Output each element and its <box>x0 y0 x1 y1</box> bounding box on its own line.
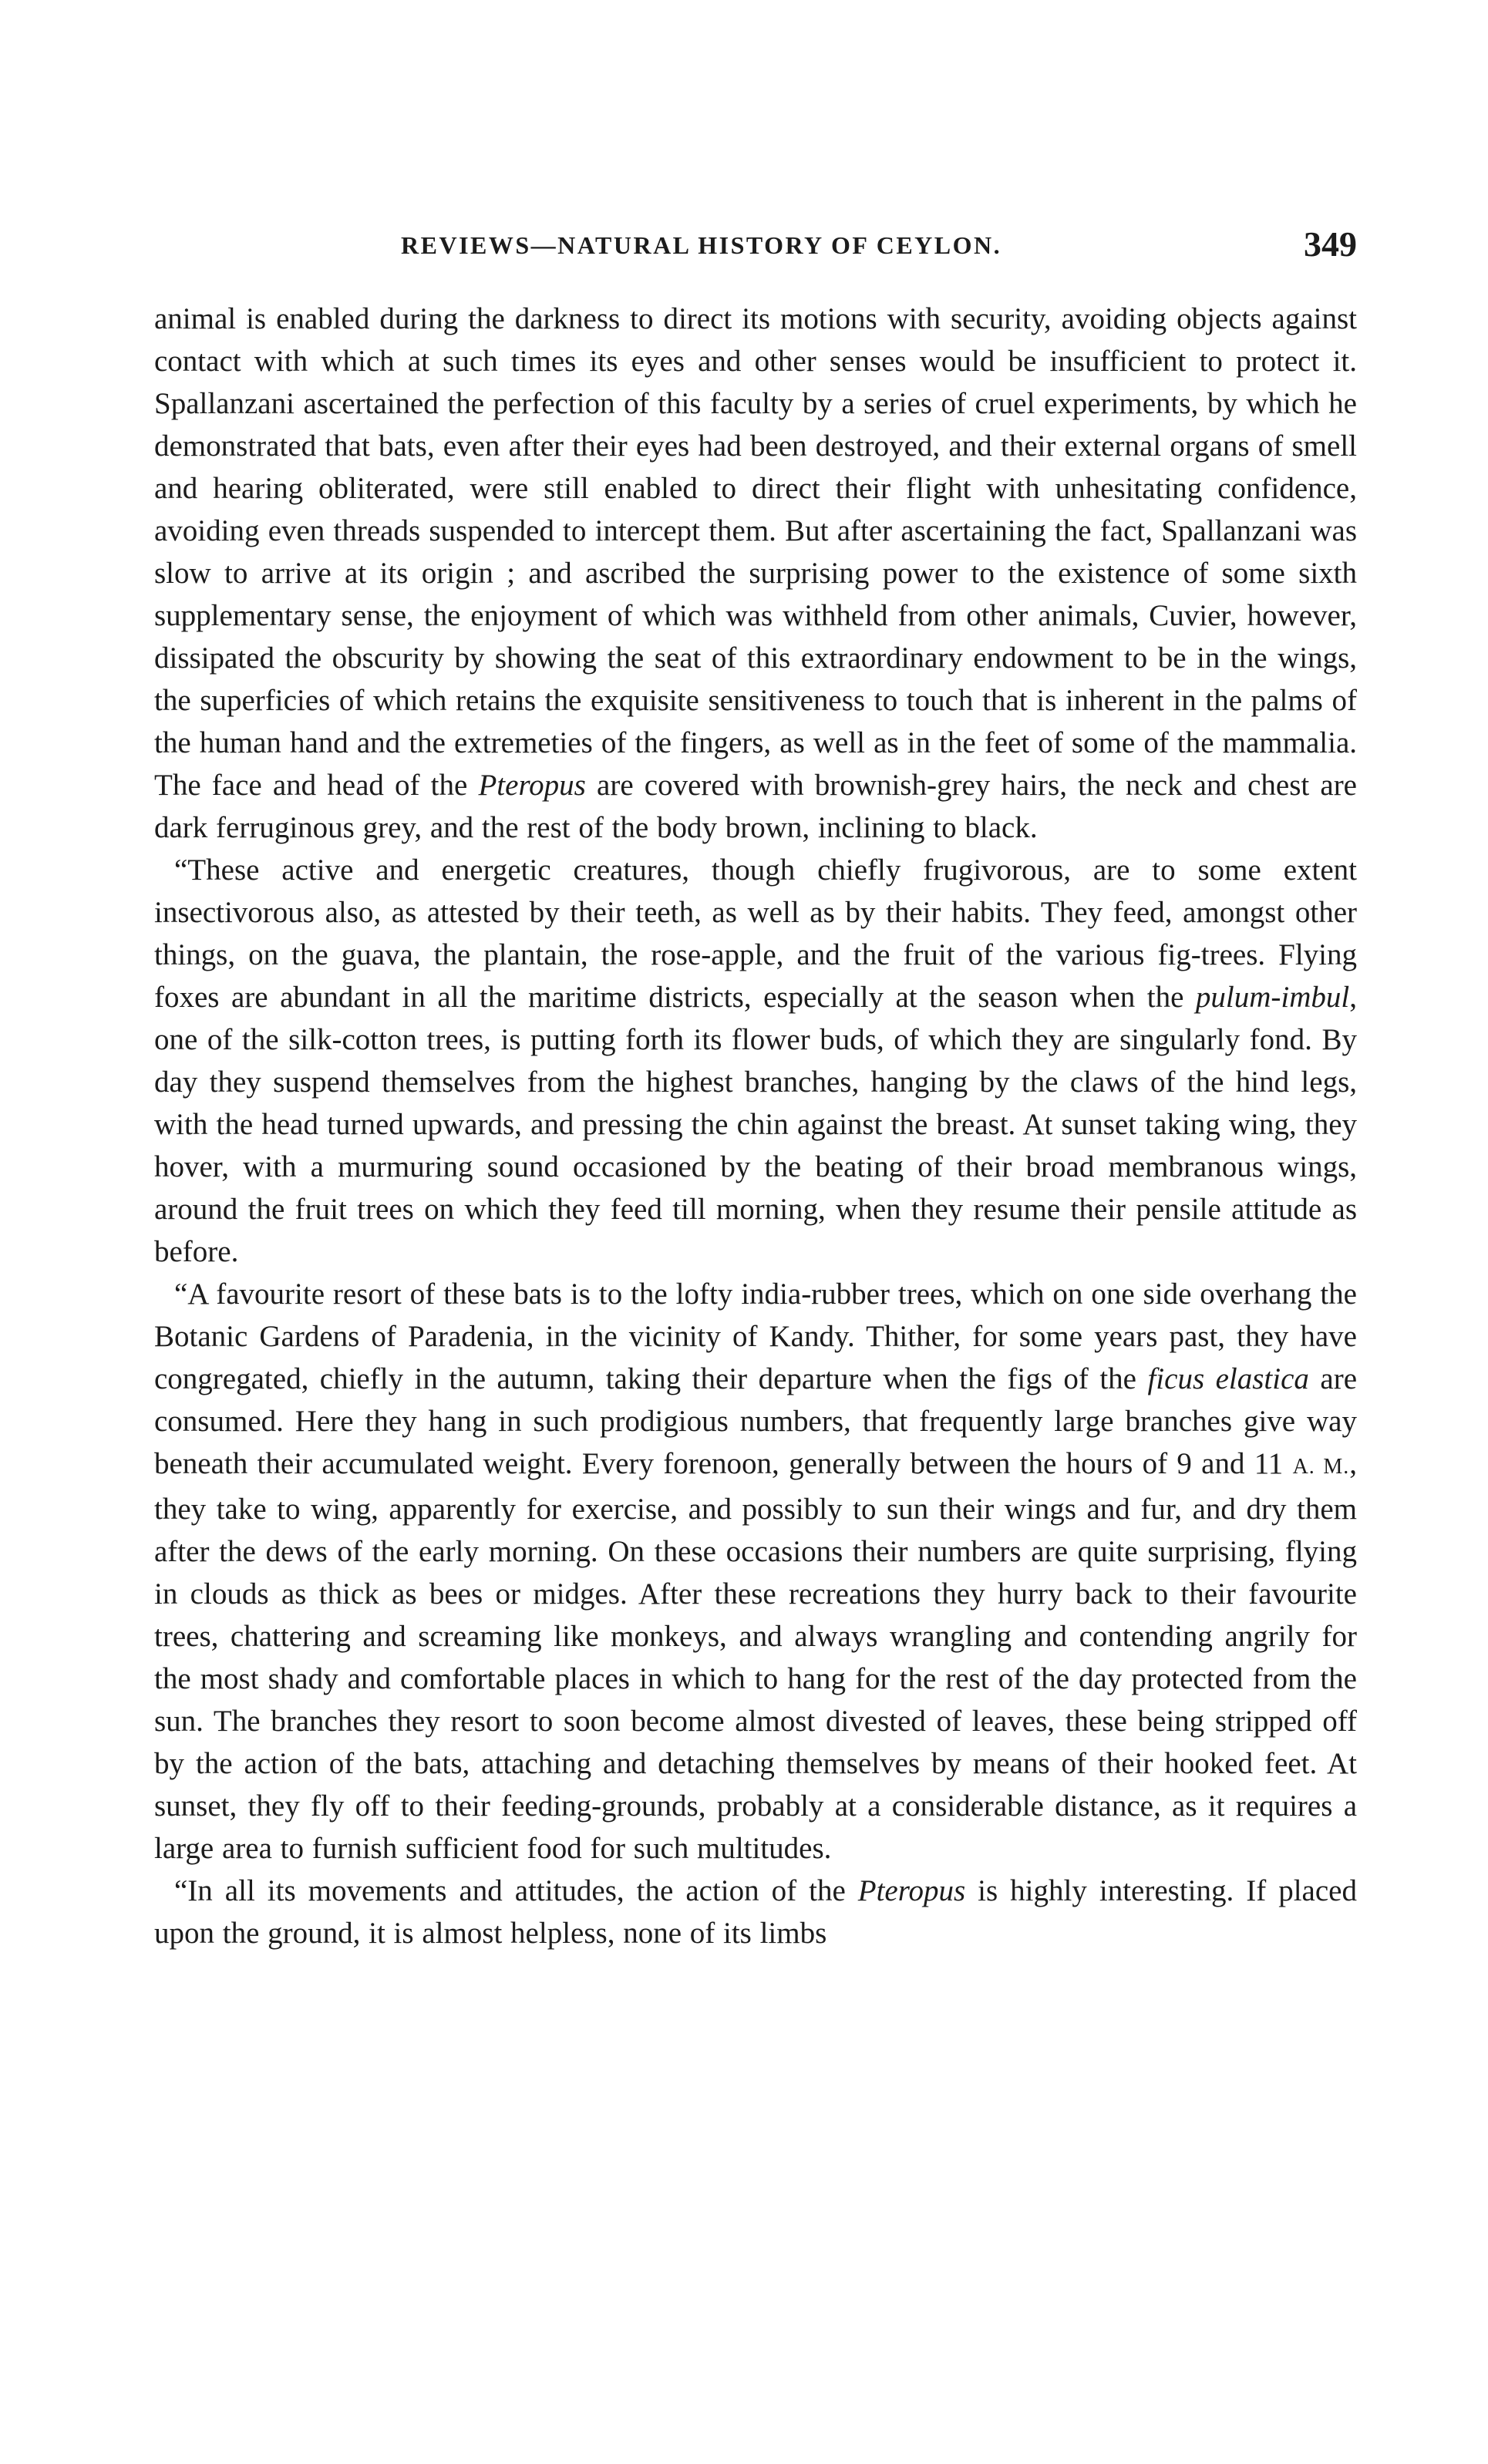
italic-term: ficus elastica <box>1147 1362 1309 1395</box>
italic-term: pulum-imbul <box>1195 981 1350 1014</box>
text-run: “In all its movements and attitudes, the action of the <box>174 1874 858 1907</box>
text-run: are consumed. Here they hang in such prodigious numbers, that frequently large branches give way beneath their accumulated weight. Every forenoon, generally between the hours of 9 and 11 <box>154 1362 1358 1480</box>
paragraph <box>154 849 1357 1273</box>
text-run: , one of the silk-cotton trees, is putting forth its flower buds, of which they are singularly fond. By day they suspend themselves from the highest branches, hanging by the claws of the hind legs, with the head turned upwards, and pressing the chin against the breast. At sunset taking wing, they hover, with a murmuring sound occasioned by the beating of their broad membranous wings, around the fruit trees on which they feed till morning, when they resume their pensile attitude as before. <box>154 981 1357 1268</box>
paragraph <box>154 1273 1357 1870</box>
book-page <box>154 224 1357 2444</box>
text-run: , they take to wing, apparently for exercise, and possibly to sun their wings and fur, and dry them after the dews of the early morning. On these occasions their numbers are quite surprising, flying in clouds as thick as bees or midges. After these recreations they hurry back to their favourite trees, chattering and screaming like monkeys, and always wrangling and contending angrily for the most shady and comfortable places in which to hang for the rest of the day protected from the sun. The branches they resort to soon become almost divested of leaves, these being stripped off by the action of the bats, attaching and detaching themselves by means of their hooked feet. At sunset, they fly off to their feeding-grounds, probably at a considerable distance, as it requires a large area to furnish sufficient food for such multitudes. <box>154 1447 1357 1865</box>
text-run: animal is enabled during the darkness to direct its motions with security, avoiding objects against contact with which at such times its eyes and other senses would be insufficient to protect it. Spallanzani ascertained the perfection of this faculty by a series of cruel experiments, by which he demonstrated that bats, even after their eyes had been destroyed, and their external organs of smell and hearing obliterated, were still enabled to direct their flight with unhesitating confidence, avoiding even threads suspended to intercept them. But after ascertaining the fact, Spallanzani was slow to arrive at its origin ; and ascribed the surprising power to the existence of some sixth supplementary sense, the enjoyment of which was withheld from other animals, Cuvier, however, dissipated the obscurity by showing the seat of this extraordinary endowment to be in the wings, the superficies of which retains the exquisite sensitiveness to touch that is inherent in the palms of the human hand and the extremeties of the fingers, as well as in the feet of some of the mammalia. The face and head of the <box>154 302 1357 802</box>
small-caps-abbrev: A. M. <box>1292 1455 1350 1479</box>
text-run: are covered with brownish-grey hairs, the neck and chest are dark ferruginous grey, and the rest of the body brown, inclining to black. <box>154 769 1357 844</box>
page-number: 349 <box>1304 224 1357 264</box>
body-text <box>154 298 1357 1954</box>
text-run: is highly interesting. If placed upon the ground, it is almost helpless, none of its limbs <box>154 1874 1357 1950</box>
page-header <box>154 224 1357 278</box>
paragraph <box>154 298 1357 849</box>
text-run: “These active and energetic creatures, though chiefly frugivorous, are to some extent insectivorous also, as attested by their teeth, as well as by their habits. They feed, amongst other things, on the guava, the plantain, the rose-apple, and the fruit of the various fig-trees. Flying foxes are abundant in all the maritime districts, especially at the season when the <box>154 853 1357 1014</box>
italic-term: Pteropus <box>478 769 586 802</box>
running-head: REVIEWS—NATURAL HISTORY OF CEYLON. <box>401 231 1002 259</box>
italic-term: Pteropus <box>857 1874 966 1907</box>
text-run: “A favourite resort of these bats is to the lofty india-rubber trees, which on one side overhang the Botanic Gardens of Paradenia, in the vicinity of Kandy. Thither, for some years past, they have congregated, chiefly in the autumn, taking their departure when the figs of the <box>154 1277 1357 1395</box>
paragraph <box>154 1870 1357 1954</box>
